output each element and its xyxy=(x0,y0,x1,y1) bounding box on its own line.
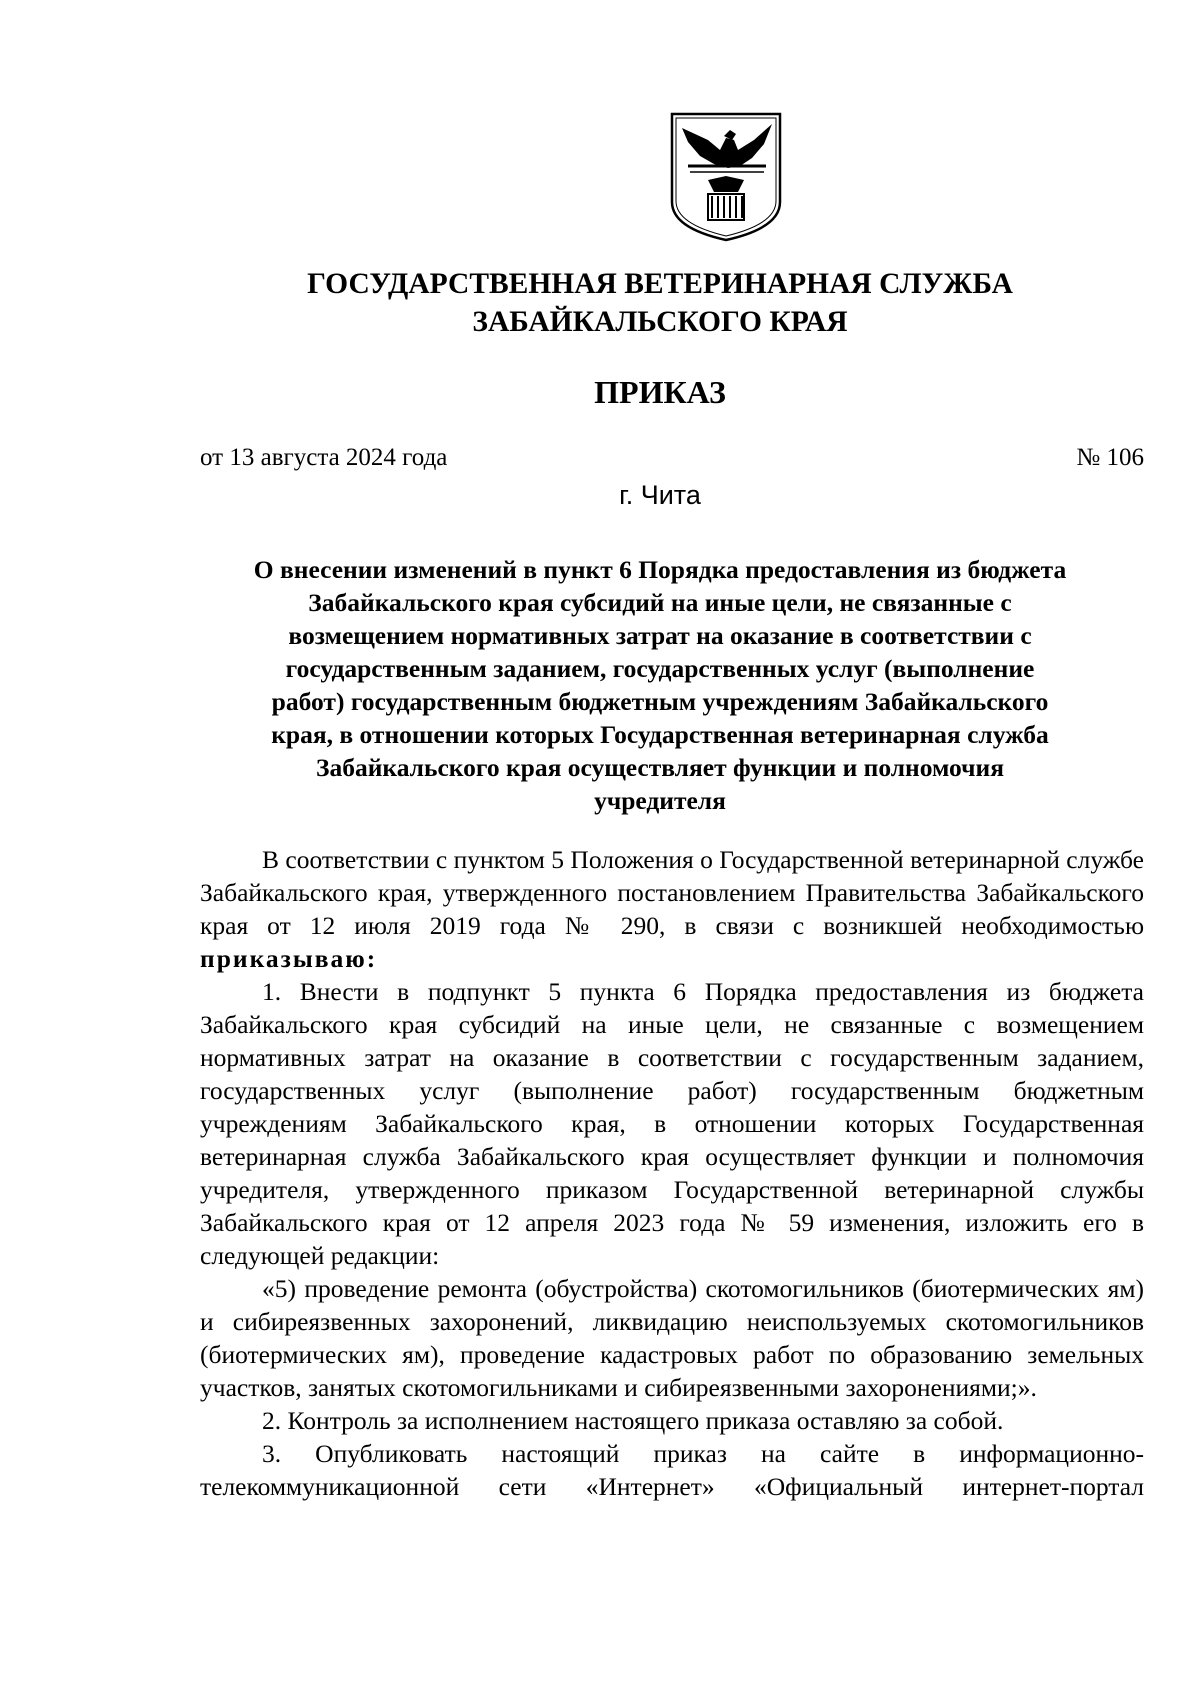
preamble-paragraph xyxy=(200,843,1144,975)
org-line-1: ГОСУДАРСТВЕННАЯ ВЕТЕРИНАРНАЯ СЛУЖБА xyxy=(307,268,1013,300)
organization-name xyxy=(200,265,1120,341)
preamble-command: приказываю: xyxy=(200,944,378,973)
document-city: г. Чита xyxy=(619,480,701,510)
document-type-title: ПРИКАЗ xyxy=(594,374,726,410)
item-1-quote-paragraph: «5) проведение ремонта (обустройства) скотомогильников (биотермических ям) и сибиреязвенных захоронений, ликвидацию неиспользуемых скотомогильников (биотермических ям), проведение кадастровых работ по образованию земельных участков, занятых скотомогильниками и сибиреязвенными захоронениями;». xyxy=(200,1274,1144,1402)
item-2-paragraph: 2. Контроль за исполнением настоящего приказа оставляю за собой. xyxy=(262,1406,1004,1435)
document-subject xyxy=(200,553,1120,817)
coat-of-arms-icon xyxy=(668,110,784,244)
subject-line: учредителя xyxy=(594,786,726,815)
subject-line: Забайкальского края осуществляет функции и полномочия xyxy=(315,753,1005,782)
subject-line: края, в отношении которых Государственная ветеринарная служба xyxy=(271,720,1049,749)
document-number: № 106 xyxy=(1076,444,1144,471)
subject-line: работ) государственным бюджетным учреждениям Забайкальского xyxy=(271,687,1049,716)
item-3-paragraph: 3. Опубликовать настоящий приказ на сайте в информационно-телекоммуникационной сети «Интернет» «Официальный интернет-портал xyxy=(200,1439,1144,1501)
preamble-text: В соответствии с пунктом 5 Положения о Государственной ветеринарной службе Забайкальского края, утвержденного постановлением Правительства Забайкальского края от 12 июля 2019 года № 290, в связи с возникшей необходимостью xyxy=(200,845,1144,940)
subject-line: Забайкальского края субсидий на иные цели, не связанные с xyxy=(308,588,1012,617)
subject-line: О внесении изменений в пункт 6 Порядка предоставления из бюджета xyxy=(253,555,1067,584)
document-date: от 13 августа 2024 года xyxy=(200,444,448,471)
subject-line: возмещением нормативных затрат на оказание в соответствии с xyxy=(288,621,1032,650)
org-line-2: ЗАБАЙКАЛЬСКОГО КРАЯ xyxy=(472,306,848,338)
document-body xyxy=(200,843,1144,1503)
item-1-paragraph: 1. Внести в подпункт 5 пункта 6 Порядка предоставления из бюджета Забайкальского края субсидий на иные цели, не связанные с возмещением нормативных затрат на оказание в соответствии с государственным заданием, государственных услуг (выполнение работ) государственным бюджетным учреждениям Забайкальского края, в отношении которых Государственная ветеринарная служба Забайкальского края осуществляет функции и полномочия учредителя, утвержденного приказом Государственной ветеринарной службы Забайкальского края от 12 апреля 2023 года № 59 изменения, изложить его в следующей редакции: xyxy=(200,977,1144,1270)
subject-line: государственным заданием, государственных услуг (выполнение xyxy=(285,654,1035,683)
